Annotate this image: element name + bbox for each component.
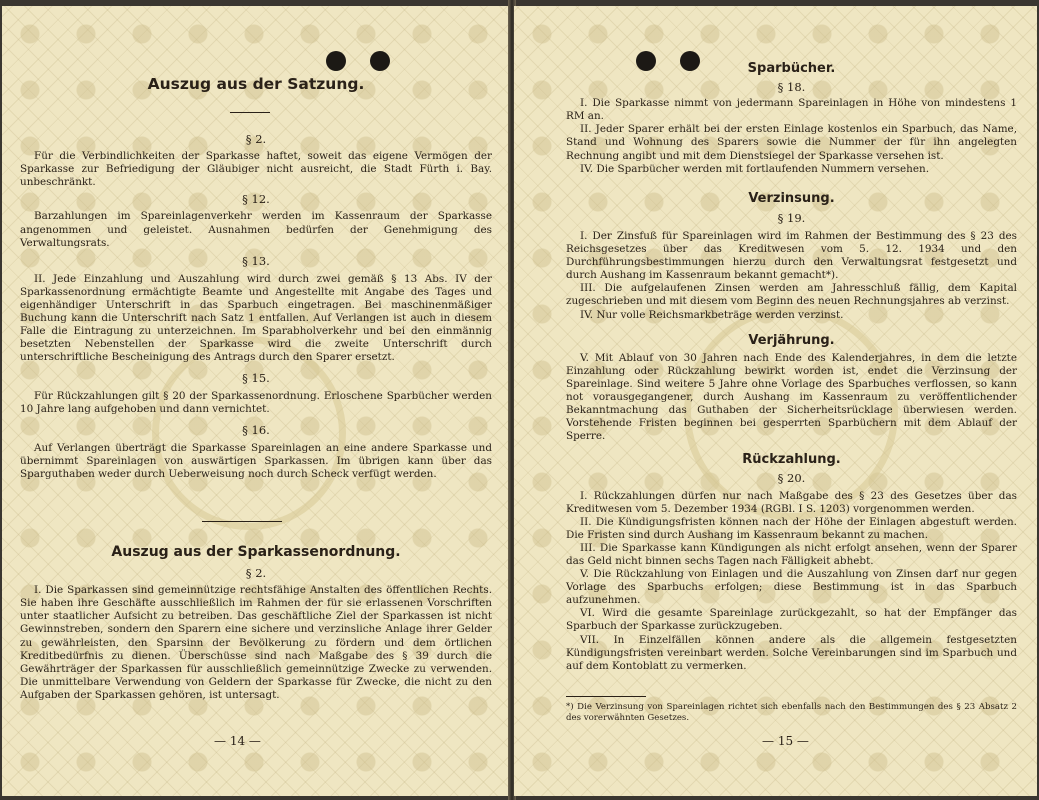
page-number: — 15 — (762, 734, 809, 748)
page-number: — 14 — (214, 734, 261, 748)
satzung-section (20, 75, 492, 93)
section-text: Barzahlungen im Spareinlagenverkehr werden im Kassenraum der Sparkasse angenommen und geleistet. Ausnahmen bedürfen der Genehmigung des Verwaltungsrats. (20, 210, 492, 249)
section-text: V. Mit Ablauf von 30 Jahren nach Ende des Kalenderjahres, in dem die letzte Einzahlung oder Rückzahlung bewirkt worden ist, endet die Verzinsung der Spareinlage. Sind weitere 5 Jahre ohne Vorlage des Sparbuches verflossen, so kann not vorausgegangener, durch Aushang im Kassenraum zu veröffentlichender Bekanntmachung das Guthaben der Sicherheitsrücklage überwiesen werden. Vorstehende Fristen beginnen bei gesperrten Sparbüchern mit dem Ablauf der Sperre. (566, 351, 1017, 443)
divider-long (202, 521, 282, 522)
section-text: III. Die Sparkasse kann Kündigungen als nicht erfolgt ansehen, wenn der Sparer das Geld nicht binnen sechs Tagen nach Fälligkeit abhebt. (566, 541, 1017, 567)
binding-hole (326, 51, 346, 71)
sparbuecher-section (566, 62, 1017, 673)
footnote: *) Die Verzinsung von Spareinlagen richtet sich ebenfalls nach den Bestimmungen des § 23 Absatz 2 des vorerwähnten Gesetzes. (566, 702, 1017, 723)
section-title: § 2. (245, 132, 267, 146)
heading-verzinsung: Verzinsung. (748, 190, 835, 206)
section-text: VI. Wird die gesamte Spareinlage zurückgezahlt, so hat der Empfänger das Sparbuch der Sparkasse zurückzugeben. (566, 607, 1017, 633)
section-title: § 18. (777, 80, 806, 95)
binding-hole (370, 51, 390, 71)
left-page (2, 6, 510, 796)
section-text: Für die Verbindlichkeiten der Sparkasse haftet, soweit das eigene Vermögen der Sparkasse zur Befriedigung der Gläubiger nicht ausreicht, die Stadt Fürth i. Bay. unbeschränkt. (20, 150, 492, 189)
divider-short (230, 112, 270, 113)
section-title: § 2. (245, 566, 267, 581)
sparkassenordnung-section (20, 546, 492, 702)
section-title: § 12. (242, 192, 270, 207)
section-text: I. Die Sparkassen sind gemeinnützige rechtsfähige Anstalten des öffentlichen Rechts. Sie haben ihre Geschäfte ausschließlich im Rahmen der für sie erlassenen Vorschriften unter staatlicher Aufsicht zu betreiben. Das geschäftliche Ziel der Sparkassen ist nicht Gewinnstreben, sondern den Sparern eine sichere und verzinsliche Anlage ihrer Gelder zu gewährleisten, den Sparsinn der Bevölkerung zu fördern und dem örtlichen Kreditbedürfnis zu dienen. Überschüsse sind nach Maßgabe des § 39 durch die Gewährträger der Sparkassen für ausschließlich gemeinnützige Zwecke zu verwenden. Die unmittelbare Verwendung von Geldern der Sparkasse für Zwecke, die nicht zu den Aufgaben der Sparkassen gehören, ist untersagt. (20, 584, 492, 701)
satzung-body (20, 133, 492, 481)
section-text: V. Die Rückzahlung von Einlagen und die Auszahlung von Zinsen darf nur gegen Vorlage des Sparbuchs erfolgen; diese Bestimmung ist in das Sparbuch aufzunehmen. (566, 568, 1017, 607)
section-text: II. Jede Einzahlung und Auszahlung wird durch zwei gemäß § 13 Abs. IV der Sparkassenordnung ermächtigte Beamte und Angestellte mit Angabe des Tages und eigenhändiger Unterschrift in das Sparbuch eingetragen. Bei maschinenmäßiger Buchung kann die Unterschrift nach Satz 1 entfallen. Auf Verlangen ist auch in diesem Falle die Eintragung zu unterzeichnen. Im Sparabholverkehr und bei den einmännig besetzten Nebenstellen der Sparkasse wird die zweite Unterschrift durch unterschriftliche Bescheinigung des Antrags durch den Sparer ersetzt. (20, 272, 492, 364)
section-text: I. Die Sparkasse nimmt von jedermann Spareinlagen in Höhe von mindestens 1 RM an. (566, 97, 1017, 123)
right-page (514, 6, 1037, 796)
section-text: IV. Die Sparbücher werden mit fortlaufenden Nummern versehen. (580, 162, 930, 175)
section-text: II. Die Kündigungsfristen können nach der Höhe der Einlagen abgestuft werden. Die Fristen sind durch Aushang im Kassenraum bekannt zu machen. (566, 515, 1017, 541)
heading-rueckzahlung: Rückzahlung. (742, 452, 841, 468)
heading-satzung: Auszug aus der Satzung. (147, 75, 365, 93)
section-title: § 15. (242, 370, 270, 385)
heading-verjaehrung: Verjährung. (748, 332, 835, 348)
section-text: Für Rückzahlungen gilt § 20 der Sparkassenordnung. Erloschene Sparbücher werden 10 Jahre lang aufgehoben und dann vernichtet. (20, 389, 492, 415)
section-title: § 13. (242, 253, 270, 268)
section-text: II. Jeder Sparer erhält bei der ersten Einlage kostenlos ein Sparbuch, das Name, Stand und Wohnung des Sparers sowie die Nummer der für ihn angelegten Rechnung angibt und mit dem Dienstsiegel der Sparkasse versehen ist. (566, 123, 1017, 162)
section-text: III. Die aufgelaufenen Zinsen werden am Jahresschluß fällig, dem Kapital zugeschrieben und mit diesem vom Beginn des neuen Rechnungsjahres ab verzinst. (566, 282, 1017, 308)
footnote-divider (566, 696, 646, 697)
section-title: § 20. (777, 471, 806, 486)
section-text: Auf Verlangen überträgt die Sparkasse Spareinlagen an eine andere Sparkasse und übernimmt Spareinlagen von auswärtigen Sparkassen. Im übrigen kann über das Sparguthaben weder durch Ueberweisung noch durch Scheck verfügt werden. (20, 441, 492, 481)
section-text: I. Der Zinsfuß für Spareinlagen wird im Rahmen der Bestimmung des § 23 des Reichsgesetzes über das Kreditwesen vom 5. 12. 1934 und den Durchführungsbestimmungen hierzu durch den Verwaltungsrat festgesetzt und durch Aushang im Kassenraum bekannt gemacht*). (566, 229, 1017, 282)
heading-sparkassenordnung: Auszug aus der Sparkassenordnung. (111, 544, 401, 560)
section-title: § 16. (242, 422, 270, 437)
heading-sparbuecher: Sparbücher. (747, 61, 836, 76)
section-text: VII. In Einzelfällen können andere als die allgemein festgesetzten Kündigungsfristen vereinbart werden. Solche Vereinbarungen sind im Sparbuch und auf dem Kontoblatt zu vermerken. (566, 633, 1017, 672)
section-text: I. Rückzahlungen dürfen nur nach Maßgabe des § 23 des Gesetzes über das Kreditwesen vom 5. Dezember 1934 (RGBl. I S. 1203) vorgenommen werden. (566, 489, 1017, 515)
section-text: IV. Nur volle Reichsmarkbeträge werden verzinst. (580, 308, 844, 321)
section-title: § 19. (777, 210, 806, 225)
